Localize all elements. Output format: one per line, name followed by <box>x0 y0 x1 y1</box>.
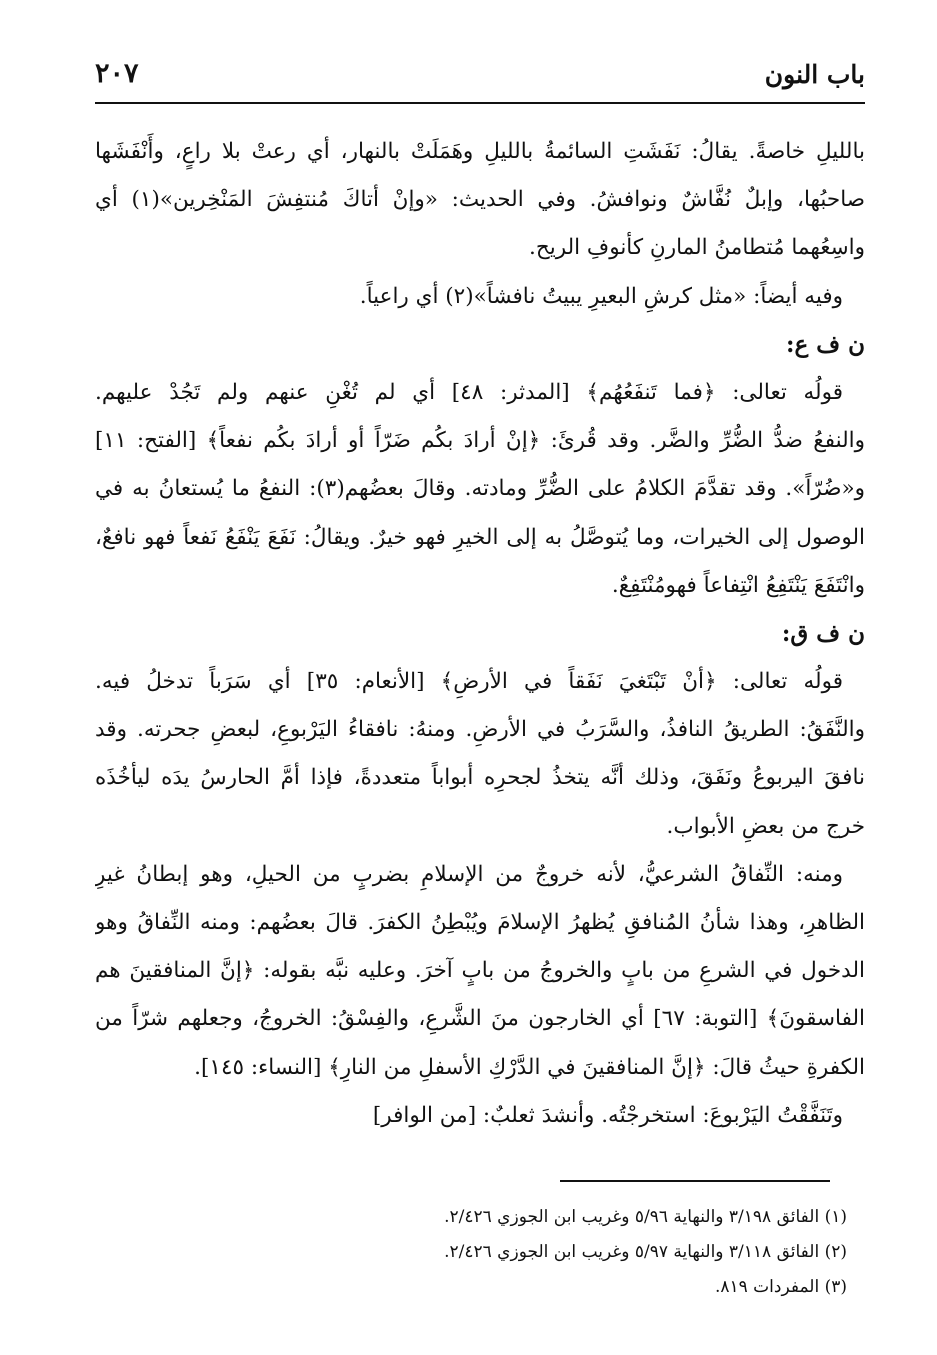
text-line: والنَّفَقُ: الطريقُ النافذُ، والسَّرَبُ في الأرضِ. ومنهُ: نافقاءُ اليَرْبوعِ، لبعضِ جحرته. وقد <box>95 717 865 743</box>
text-line: الوصول إلى الخيرات، وما يُتوصَّلُ به إلى الخيرِ فهو خيرٌ. ويقالُ: نَفَعَ يَنْفَعُ نَفعاً فهو نافعٌ، <box>95 524 865 550</box>
text-line: قولُه تعالى: ﴿فما تَنفَعُهُم﴾ [المدثر: ٤٨] أي لم تُغْنِ عنهم ولم تَجُدْ عليهم. <box>95 379 843 405</box>
footnote: (١) الفائق ٣/١٩٨ والنهاية ٥/٩٦ وغريب ابن الجوزي ٢/٤٢٦. <box>444 1207 847 1227</box>
text-line: الكفرةِ حيثُ قالَ: ﴿إنَّ المنافقينَ في الدَّرْكِ الأسفلِ من النارِ﴾ [النساء: ١٤٥]. <box>194 1054 865 1080</box>
text-line: وفيه أيضاً: «مثل كرشِ البعيرِ يبيتُ نافشاً»(٢) أي راعياً. <box>359 283 843 309</box>
footnote: (٣) المفردات ٨١٩. <box>714 1277 847 1297</box>
text-line: بالليلِ خاصةً. يقالُ: نَفَشَتِ السائمةُ بالليلِ وهَمَلَتْ بالنهار، أي رعتْ بلا راعٍ، وأَنْفَشَها <box>95 139 865 164</box>
chapter-title: باب النون <box>764 60 865 89</box>
page-header <box>95 58 865 98</box>
text-line: الفاسقونَ﴾ [التوبة: ٦٧] أي الخارجون منَ الشَّرعِ، والفِسْقُ: الخروجُ، وجعلهم شرّاً من <box>95 1006 865 1032</box>
main-text <box>95 128 865 1140</box>
text-line: صاحبُها، وإبلٌ نُفَّاشٌ ونوافشُ. وفي الحديث: «وإنْ أتاكَ مُنتفِشَ المَنْخِرين»(١) أي <box>95 187 865 213</box>
text-line: و«ضُرّاً». وقد تقدَّمَ الكلامُ على الضُّرِّ ومادته. وقالَ بعضُهم(٣): النفعُ ما يُستعانُ به في <box>95 476 865 502</box>
header-divider <box>95 102 865 104</box>
footnote-divider <box>560 1180 830 1182</box>
text-line: واسِعُهما مُتطامنُ المارنِ كأنوفِ الريح. <box>529 235 865 261</box>
text-line: خرج من بعضِ الأبواب. <box>666 813 865 839</box>
footnote: (٢) الفائق ٣/١١٨ والنهاية ٥/٩٧ وغريب ابن الجوزي ٢/٤٢٦. <box>444 1242 847 1262</box>
text-line: نافقَ اليربوعُ ونَفَقَ، وذلك أنَّه يتخذُ لجحرِه أبواباً متعددةً، فإذا أمَّ الحارسُ يدَه ليأخُذَه <box>95 765 865 791</box>
page-number: ٢٠٧ <box>95 58 139 89</box>
text-line: الظاهرِ، وهذا شأنُ المُنافقِ يُظهرُ الإسلامَ ويُبْطِنُ الكفرَ. قالَ بعضُهم: ومنه النِّفاقُ وهو <box>95 910 865 935</box>
text-line: وتَنَفَّقْتُ اليَرْبوعَ: استخرجْتُه. وأنشدَ ثعلبٌ: [من الوافر] <box>372 1102 843 1128</box>
text-line: وانْتَفَعَ يَنْتَفِعُ انْتِفاعاً فهومُنْتَفِعٌ. <box>611 572 865 598</box>
entry-heading: ن ف ع: <box>786 330 865 358</box>
text-line: الدخول في الشرعِ من بابٍ والخروجُ من بابٍ آخرَ. وعليه نبَّه بقوله: ﴿إنَّ المنافقينَ هم <box>95 958 865 984</box>
entry-heading: ن ف ق: <box>781 619 865 647</box>
text-line: قولُه تعالى: ﴿أنْ تَبْتَغيَ نَفَقاً في الأرضِ﴾ [الأنعام: ٣٥] أي سَرَباً تدخلُ فيه. <box>95 669 843 695</box>
text-line: والنفعُ ضدُّ الضُّرِّ والضَّر. وقد قُرئَ: ﴿إنْ أرادَ بكُم ضَرّاً أو أرادَ بكُم نفعاً﴾ [الفتح: ١١] <box>95 428 865 454</box>
text-line: ومنه: النِّفاقُ الشرعيُّ، لأنه خروجٌ من الإسلامِ بضربٍ من الحيلِ، وهو إبطانُ غيرِ <box>95 861 843 887</box>
footnotes <box>444 1200 847 1305</box>
